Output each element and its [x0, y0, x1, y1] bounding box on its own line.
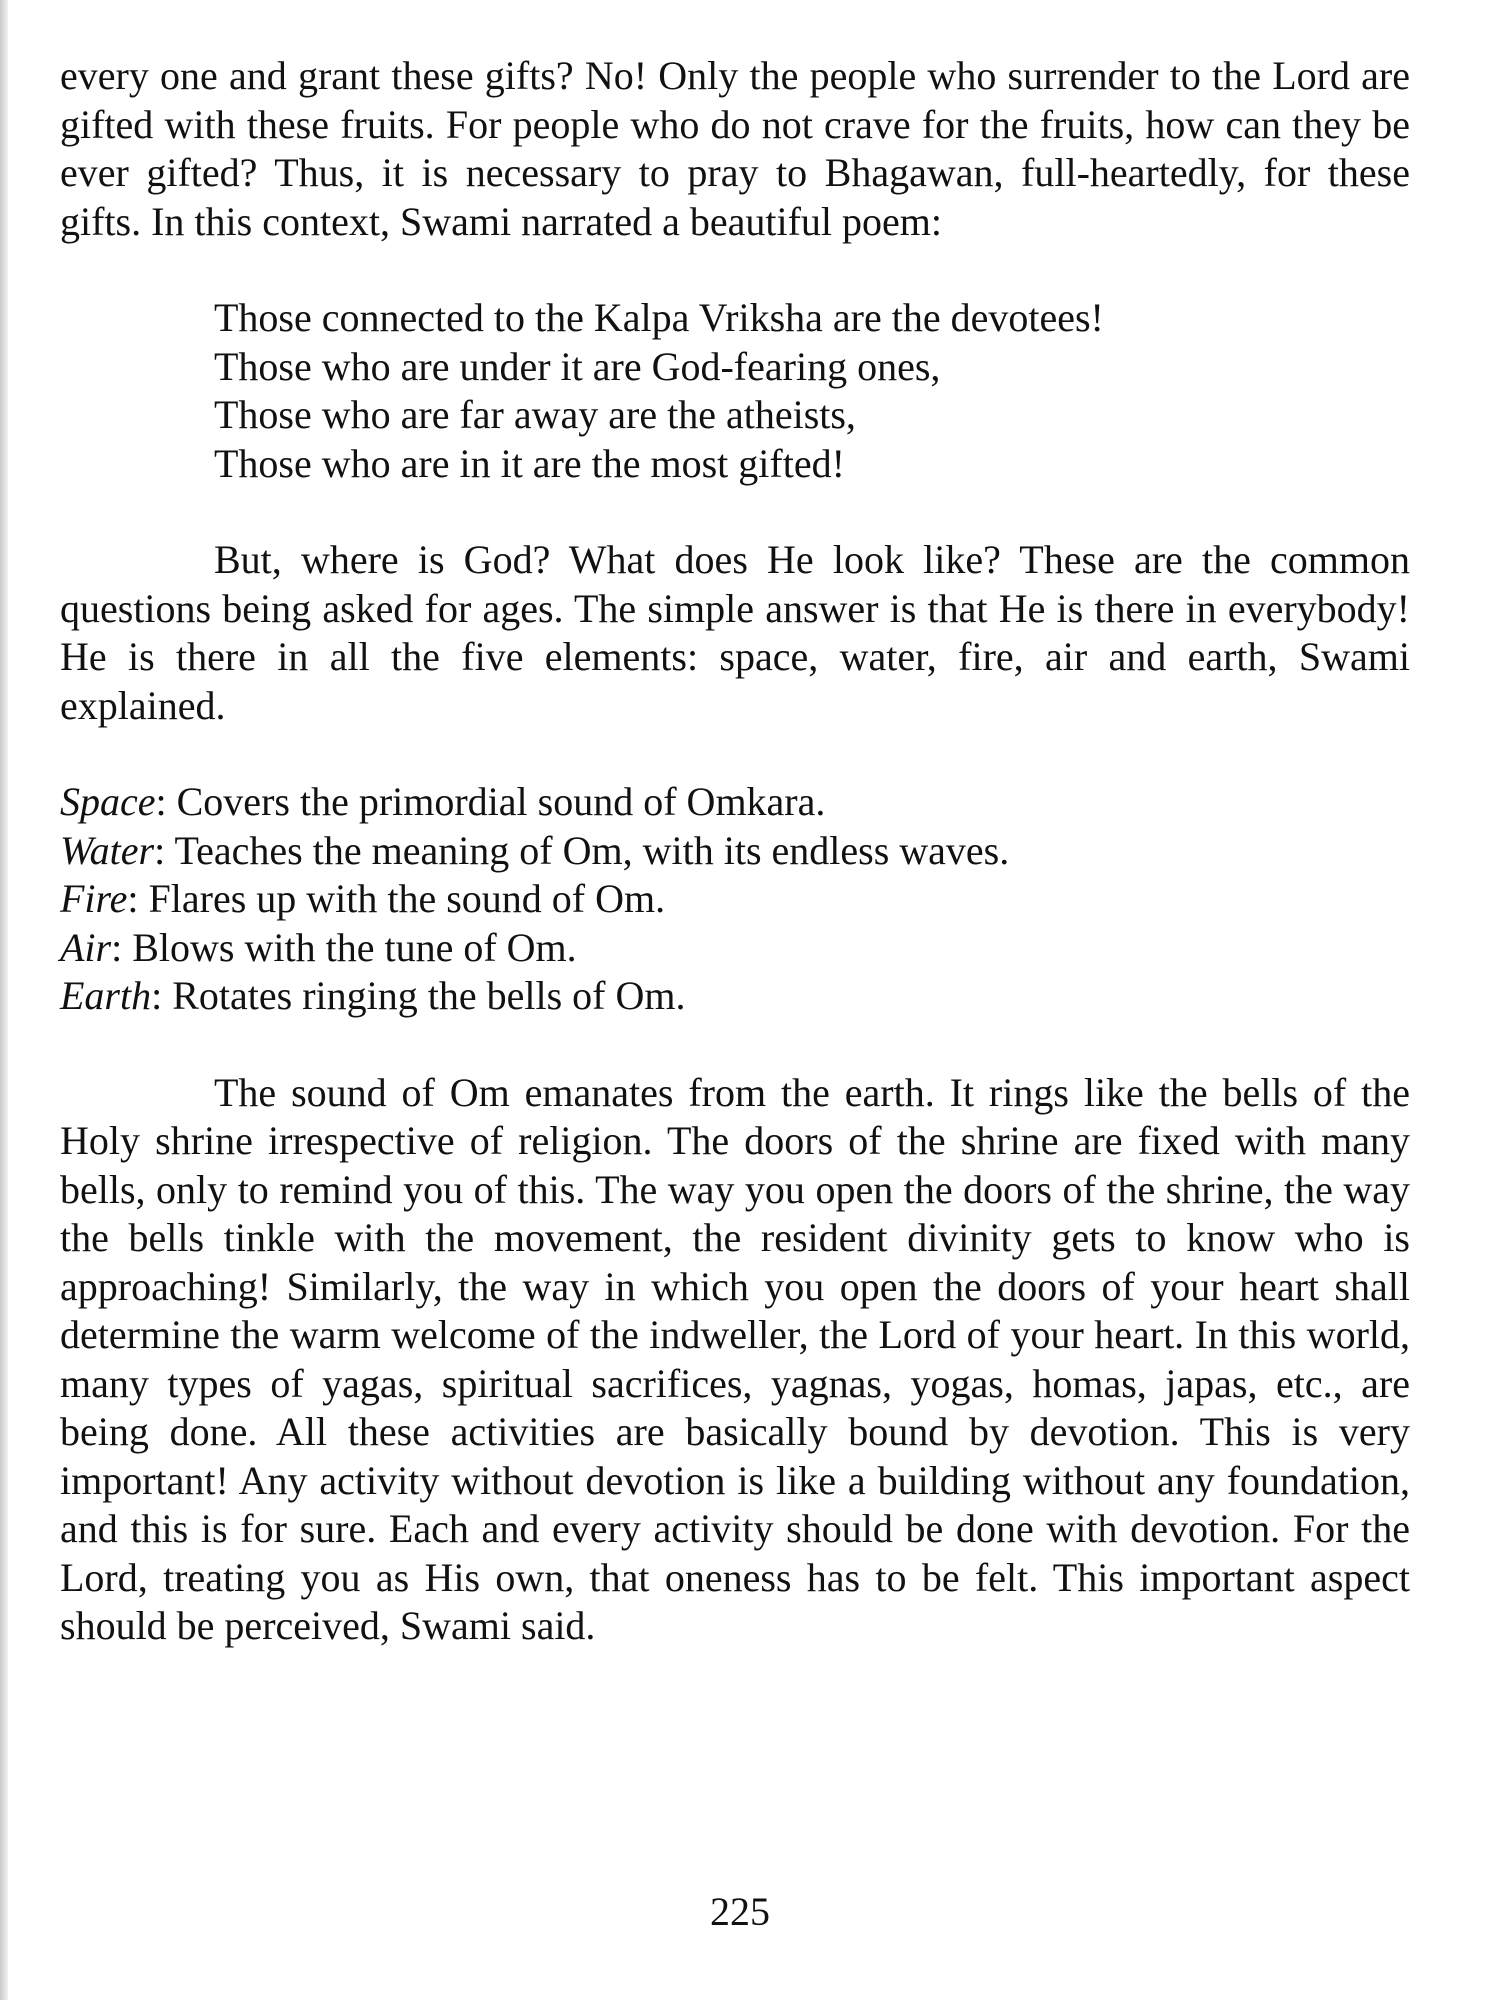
intro-paragraph: every one and grant these gifts? No! Only the people who surrender to the Lord are gifted with these fruits. For people who do not crave for the fruits, how can they be ever gifted? Thus, it is necessary to pray to Bhagawan, full-heartedly, for these gifts. In this context, Swami narrated a beautiful poem:	[60, 53, 1410, 244]
element-description: : Blows with the tune of Om.	[111, 924, 577, 970]
element-name: Water	[60, 827, 155, 873]
scan-edge-shadow	[0, 0, 8, 2000]
element-name: Earth	[60, 973, 152, 1018]
element-description: : Teaches the meaning of Om, with its endless waves.	[154, 827, 1010, 873]
element-item	[60, 778, 1410, 827]
poem-line: Those who are far away are the atheists,	[214, 392, 856, 437]
spacer	[60, 488, 1410, 536]
element-description: : Covers the primordial sound of Omkara.	[155, 779, 826, 824]
om-paragraph: The sound of Om emanates from the earth. It rings like the bells of the Holy shrine irrespective of religion. The doors of the shrine are fixed with many bells, only to remind you of this. The way you open the doors of the shrine, the way the bells tinkle with the movement, the resident divinity gets to know who is approaching! Similarly, the way in which you open the doors of your heart shall determine the warm welcome of the indweller, the Lord of your heart. In this world, many types of yagas, spiritual sacrifices, yagnas, yogas, homas, japas, etc., are being done. All these activities are basically bound by devotion. This is very important! Any activity without devotion is like a building without any foundation, and this is for sure. Each and every activity should be done with devotion. For the Lord, treating you as His own, that oneness has to be felt. This important aspect should be perceived, Swami said.	[60, 1069, 1410, 1648]
page-body	[60, 52, 1410, 1651]
god-paragraph: But, where is God? What does He look like? These are the common questions being asked for ages. The simple answer is that He is there in everybody! He is there in all the five elements: space, water, fire, air and earth, Swami explained.	[60, 537, 1410, 728]
poem-line: Those who are under it are God-fearing ones,	[214, 343, 941, 389]
element-name: Air	[60, 924, 112, 970]
elements-list	[60, 778, 1410, 1021]
element-description: : Flares up with the sound of Om.	[127, 876, 666, 921]
element-name: Space	[60, 779, 156, 824]
element-description: : Rotates ringing the bells of Om.	[151, 973, 686, 1018]
spacer	[60, 730, 1410, 778]
spacer	[60, 246, 1410, 294]
poem-line: Those who are in it are the most gifted!	[214, 440, 845, 486]
element-item	[60, 972, 1410, 1021]
element-item	[60, 875, 1410, 924]
element-name: Fire	[60, 876, 128, 921]
element-item	[60, 827, 1410, 876]
poem-line: Those connected to the Kalpa Vriksha are the devotees!	[214, 295, 1104, 340]
poem	[214, 294, 1410, 488]
page-number: 225	[710, 1889, 770, 1934]
element-item	[60, 924, 1410, 973]
spacer	[60, 1021, 1410, 1069]
